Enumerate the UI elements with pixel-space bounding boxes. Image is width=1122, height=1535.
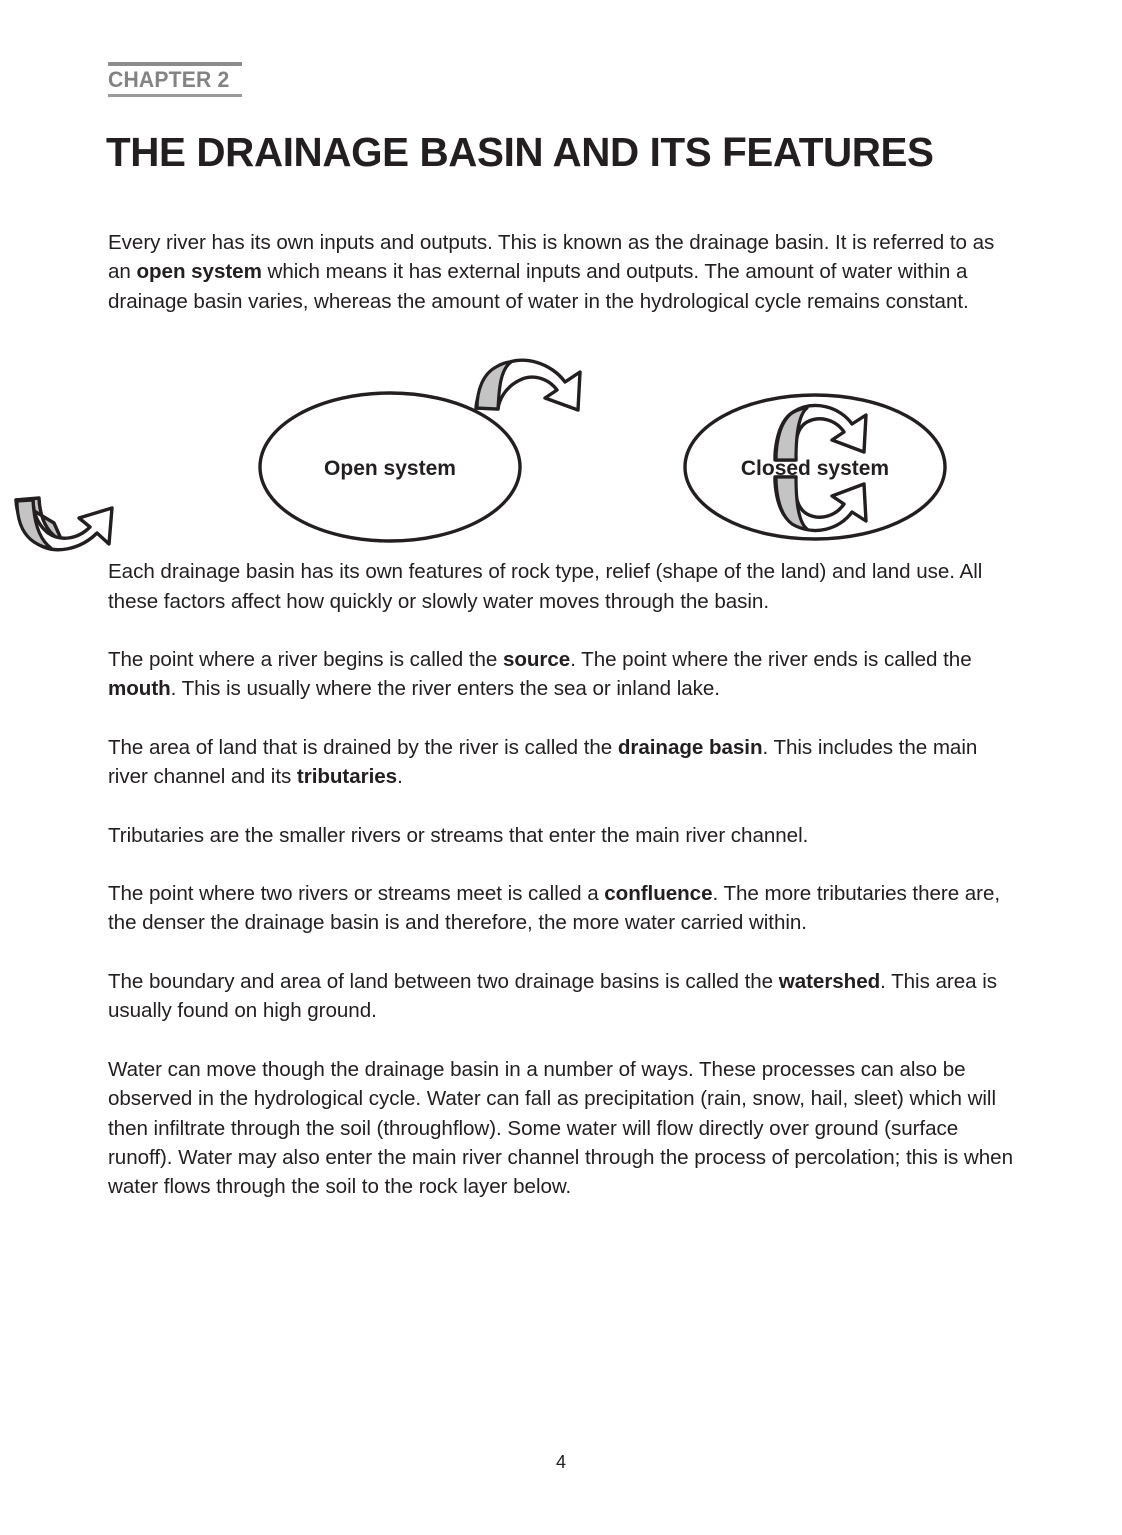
paragraph-2: Each drainage basin has its own features of rock type, relief (shape of the land) and land use. All these factors affect how quickly or slowly water moves through the basin.: [108, 560, 983, 613]
open-system-input-arrow: [16, 498, 112, 550]
closed-system-label: Closed system: [740, 457, 890, 480]
paragraph-3-text-a: The point where a river begins is called the: [108, 648, 503, 672]
open-system-label: Open system: [324, 457, 456, 480]
paragraph-1: [108, 228, 1013, 316]
term-tributaries: tributaries: [296, 765, 398, 789]
term-open-system: open system: [136, 260, 262, 284]
paragraph-7-text-a: The boundary and area of land between two drainage basins is called the: [108, 969, 779, 993]
chapter-label: CHAPTER 2: [108, 67, 230, 92]
paragraph-5: Tributaries are the smaller rivers or streams that enter the main river channel.: [108, 823, 809, 847]
term-mouth: mouth: [108, 677, 171, 701]
paragraph-6: [108, 879, 1013, 938]
paragraph-4: [108, 733, 1013, 792]
paragraph-6-text-b: . The more tributaries there are, the denser the drainage basin is and therefore, the more water carried within.: [108, 882, 1001, 935]
paragraph-4-text-c: .: [397, 765, 403, 789]
closed-system-figure: [685, 395, 945, 539]
open-system-figure: [16, 360, 580, 549]
paragraph-7-text-b: . This area is usually found on high ground.: [108, 969, 997, 1023]
paragraph-4-text-b: . This includes the main river channel and its: [108, 735, 978, 789]
paragraph-6-text-a: The point where two rivers or streams meet is called a: [108, 882, 605, 906]
systems-diagram: [0, 352, 1122, 562]
chapter-rule-bottom: [108, 94, 242, 97]
paragraph-8: Water can move though the drainage basin in a number of ways. These processes can also be observed in the hydrological cycle. Water can fall as precipitation (rain, snow, hail, sleet) which will then infiltrate through the soil (throughflow). Some water will flow directly over ground (surface runoff). Water may also enter the main river channel through the process of percolation; this is when water flows through the soil to the rock layer below.: [108, 1057, 1013, 1199]
term-drainage-basin: drainage basin: [617, 735, 763, 759]
paragraph-1-text-b: which means it has external inputs and outputs. The amount of water within a drainage basin varies, whereas the amount of water in the hydrological cycle remains constant.: [108, 260, 969, 313]
paragraph-3-text-b: . The point where the river ends is called the: [570, 648, 972, 672]
paragraph-3: [108, 645, 1013, 704]
open-system-output-arrow: [476, 360, 580, 410]
term-confluence: confluence: [604, 882, 713, 906]
page-title: THE DRAINAGE BASIN AND ITS FEATURES: [106, 129, 934, 176]
page-number: 4: [555, 1452, 566, 1472]
paragraph-4-text-a: The area of land that is drained by the river is called the: [108, 735, 618, 759]
term-source: source: [502, 648, 571, 672]
term-watershed: watershed: [778, 969, 881, 993]
paragraph-7: [108, 967, 1013, 1026]
paragraph-3-text-c: . This is usually where the river enters the sea or inland lake.: [170, 677, 720, 701]
paragraph-1-text-a: Every river has its own inputs and outputs. This is known as the drainage basin. It is referred to as an: [108, 231, 995, 284]
chapter-header: [108, 62, 242, 97]
